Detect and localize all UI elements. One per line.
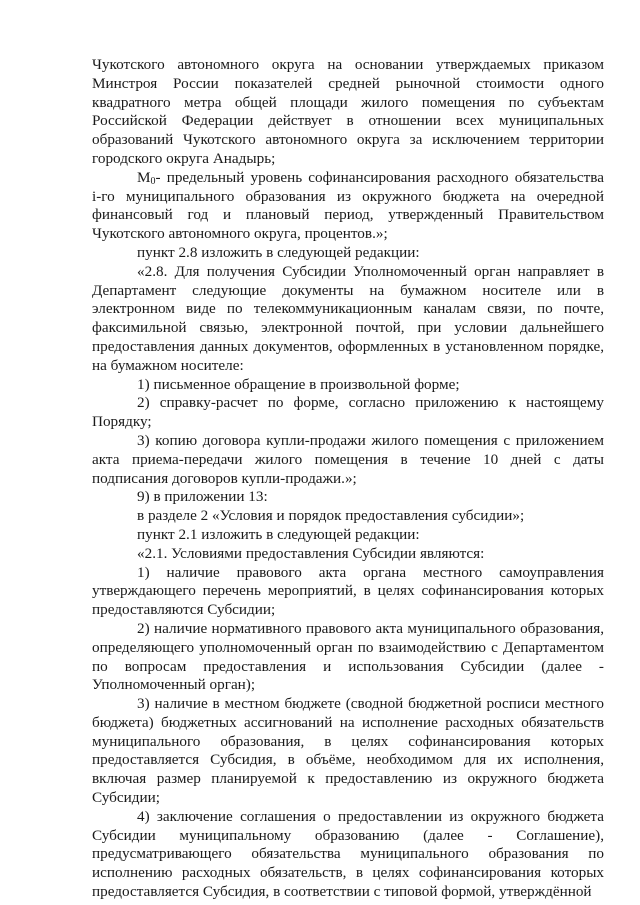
condition-item-1: 1) наличие правового акта органа местного самоуправления утверждающего перечень мероприятий, в целях софинансирования которых предоставляются Субсидии; [92,563,604,619]
paragraph-item-2-8-heading: пункт 2.8 изложить в следующей редакции: [137,243,420,261]
formula-description: - предельный уровень софинансирования расходного обязательства i-го муниципального образования из окружного бюджета на очередной финансовый год и плановый период, утвержденный Правительством Чукотского автономного округа, процентов.»; [92,168,604,243]
condition-item-3: 3) наличие в местном бюджете (сводной бюджетной росписи местного бюджета) бюджетных ассигнований на исполнение расходных обязательств муниципального образования, в целях софинансирования которых предоставляется Субсидия, в объёме, необходимом для их исполнения, включая размер планируемой к предоставлению из окружного бюджета Субсидии; [92,695,604,807]
list-item-3: 3) копию договора купли-продажи жилого помещения с приложением акта приема-передачи жилого помещения в течение 10 дней с даты подписания договоров купли-продажи.»; [92,431,604,487]
condition-item-4: 4) заключение соглашения о предоставлении из окружного бюджета Субсидии муниципальному образованию (далее - Соглашение), предусматривающего обязательства муниципального образования по исполнению расходных обязательств, в целях софинансирования которых предоставляется Субсидия, в соответствии с типовой формой, утверждённой [92,807,604,901]
formula-symbol: М [137,168,151,186]
formula-subscript: 0 [150,175,156,187]
paragraph-item-2-1-text: «2.1. Условиями предоставления Субсидии являются: [137,544,485,562]
paragraph-section-2: в разделе 2 «Условия и порядок предоставления субсидии»; [137,507,525,525]
list-item-1: 1) письменное обращение в произвольной форме; [137,375,460,393]
paragraph-item-2-1-heading: пункт 2.1 изложить в следующей редакции: [137,525,420,543]
document-page [92,56,604,902]
paragraph-continuation: Чукотского автономного округа на основании утверждаемых приказом Минстроя России показателей средней рыночной стоимости одного квадратного метра общей площади жилого помещения по субъектам Российской Федерации действует в отношении всех муниципальных образований Чукотского автономного округа за исключением территории городского округа Анадырь; [92,56,604,167]
list-item-2: 2) справку-расчет по форме, согласно приложению к настоящему Порядку; [92,394,604,431]
paragraph-m0-definition [92,169,604,244]
paragraph-item-2-8-text: «2.8. Для получения Субсидии Уполномоченный орган направляет в Департамент следующие документы на бумажном носителе или в электронном виде по телекоммуникационным каналам связи, по почте, факсимильной связью, электронной почтой, при условии дальнейшего предоставления данных документов, оформленных в установленном порядке, на бумажном носителе: [92,262,604,374]
condition-item-2: 2) наличие нормативного правового акта муниципального образования, определяющего уполномоченный орган по взаимодействию с Департаментом по вопросам предоставления и использования Субсидии (далее - Уполномоченный орган); [92,619,604,694]
paragraph-appendix-13: 9) в приложении 13: [137,488,268,506]
